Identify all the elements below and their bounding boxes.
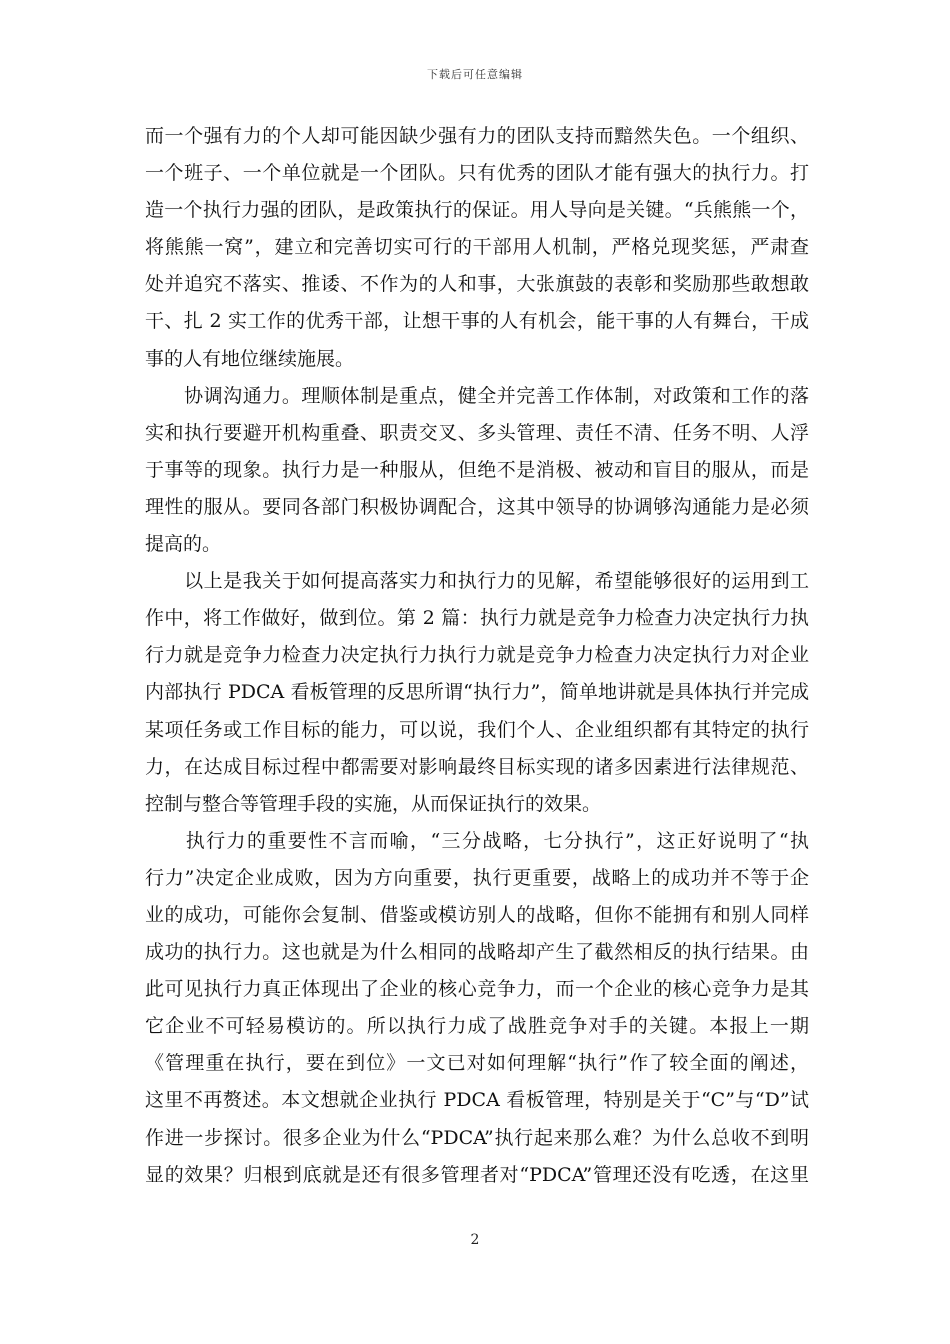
text-line: 作进一步探讨。很多企业为什么“PDCA”执行起来那么难？为什么总收不到明 <box>145 1126 809 1149</box>
text-line: 某项任务或工作目标的能力，可以说，我们个人、企业组织都有其特定的执行 <box>145 718 809 741</box>
text-line: 作中，将工作做好，做到位。第 2 篇：执行力就是竞争力检查力决定执行力执 <box>145 607 809 630</box>
text-line: 这里不再赘述。本文想就企业执行 PDCA 看板管理，特别是关于“C”与“D”试 <box>145 1089 809 1112</box>
text-line: 协调沟通力。理顺体制是重点，健全并完善工作体制，对政策和工作的落 <box>145 384 809 407</box>
text-line: 将熊熊一窝”，建立和完善切实可行的干部用人机制，严格兑现奖惩，严肃查 <box>145 236 809 259</box>
text-line: 而一个强有力的个人却可能因缺少强有力的团队支持而黯然失色。一个组织、 <box>145 125 809 147</box>
text-line: 业的成功，可能你会复制、借鉴或模访别人的战略，但你不能拥有和别人同样 <box>145 903 809 926</box>
text-line: 控制与整合等管理手段的实施，从而保证执行的效果。 <box>145 792 602 815</box>
text-line: 此可见执行力真正体现出了企业的核心竞争力，而一个企业的核心竞争力是其 <box>145 978 809 1001</box>
text-line: 干、扎 2 实工作的优秀干部，让想干事的人有机会，能干事的人有舞台，干成 <box>145 310 809 333</box>
text-line: 造一个执行力强的团队，是政策执行的保证。用人导向是关键。“兵熊熊一个， <box>145 199 809 222</box>
text-line: 行力”决定企业成败，因为方向重要，执行更重要，战略上的成功并不等于企 <box>145 866 809 889</box>
text-line: 实和执行要避开机构重叠、职责交叉、多头管理、责任不清、任务不明、人浮 <box>145 421 809 444</box>
text-line: 以上是我关于如何提高落实力和执行力的见解，希望能够很好的运用到工 <box>145 570 809 593</box>
text-line: 提高的。 <box>145 533 222 556</box>
text-line: 《管理重在执行，要在到位》一文已对如何理解“执行”作了较全面的阐述， <box>145 1052 809 1075</box>
page-number: 2 <box>470 1232 480 1248</box>
page-header-note: 下载后可任意编辑 <box>427 68 523 81</box>
text-line: 它企业不可轻易模访的。所以执行力成了战胜竞争对手的关键。本报上一期 <box>145 1015 809 1038</box>
text-line: 一个班子、一个单位就是一个团队。只有优秀的团队才能有强大的执行力。打 <box>145 162 809 185</box>
text-line: 执行力的重要性不言而喻，“三分战略，七分执行”，这正好说明了“执 <box>145 829 809 852</box>
text-line: 理性的服从。要同各部门积极协调配合，这其中领导的协调够沟通能力是必须 <box>145 495 809 518</box>
text-line: 处并追究不落实、推诿、不作为的人和事，大张旗鼓的表彰和奖励那些敢想敢 <box>145 273 809 296</box>
text-line: 于事等的现象。执行力是一种服从，但绝不是消极、被动和盲目的服从，而是 <box>145 458 809 481</box>
text-line: 事的人有地位继续施展。 <box>145 347 355 370</box>
text-line: 行力就是竞争力检查力决定执行力执行力就是竞争力检查力决定执行力对企业 <box>145 644 809 667</box>
text-line: 内部执行 PDCA 看板管理的反思所谓“执行力”，简单地讲就是具体执行并完成 <box>145 681 809 704</box>
document-body <box>145 118 809 1194</box>
text-line: 力，在达成目标过程中都需要对影响最终目标实现的诸多因素进行法律规范、 <box>145 755 809 778</box>
text-line: 成功的执行力。这也就是为什么相同的战略却产生了截然相反的执行结果。由 <box>145 941 809 964</box>
text-line: 显的效果？归根到底就是还有很多管理者对“PDCA”管理还没有吃透，在这里 <box>145 1163 809 1186</box>
